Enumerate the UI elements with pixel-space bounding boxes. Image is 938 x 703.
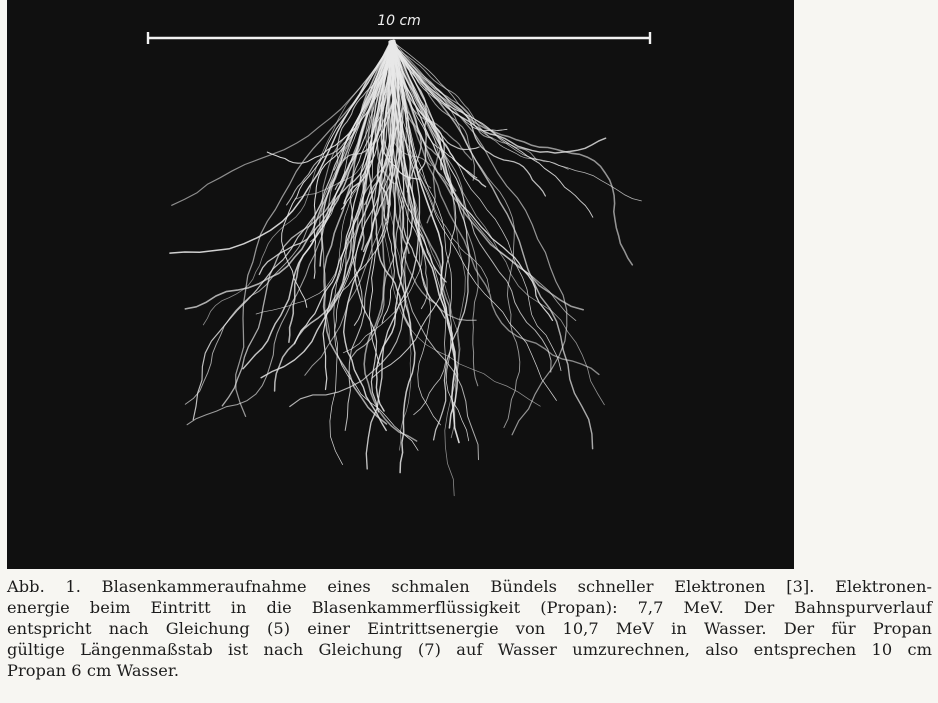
caption-line-5: Propan 6 cm Wasser. — [7, 661, 180, 680]
figure-caption — [7, 576, 932, 681]
caption-line-1: Abb. 1. Blasenkammeraufnahme eines schmalen Bündels schneller Elektronen [3]. Elektronen- — [7, 577, 932, 596]
caption-line-2: energie beim Eintritt in die Blasenkammerflüssigkeit (Propan): 7,7 MeV. Der Bahnspurverlauf — [7, 598, 932, 617]
electron-tracks-image — [7, 0, 794, 569]
caption-line-4: gültige Längenmaßstab ist nach Gleichung (7) auf Wasser umzurechnen, also entsprechen 10 cm — [7, 640, 932, 659]
bubble-chamber-photo — [7, 0, 794, 569]
caption-line-3: entspricht nach Gleichung (5) einer Eintrittsenergie von 10,7 MeV in Wasser. Der für Propan — [7, 619, 932, 638]
scale-bar-label: 10 cm — [377, 13, 421, 29]
